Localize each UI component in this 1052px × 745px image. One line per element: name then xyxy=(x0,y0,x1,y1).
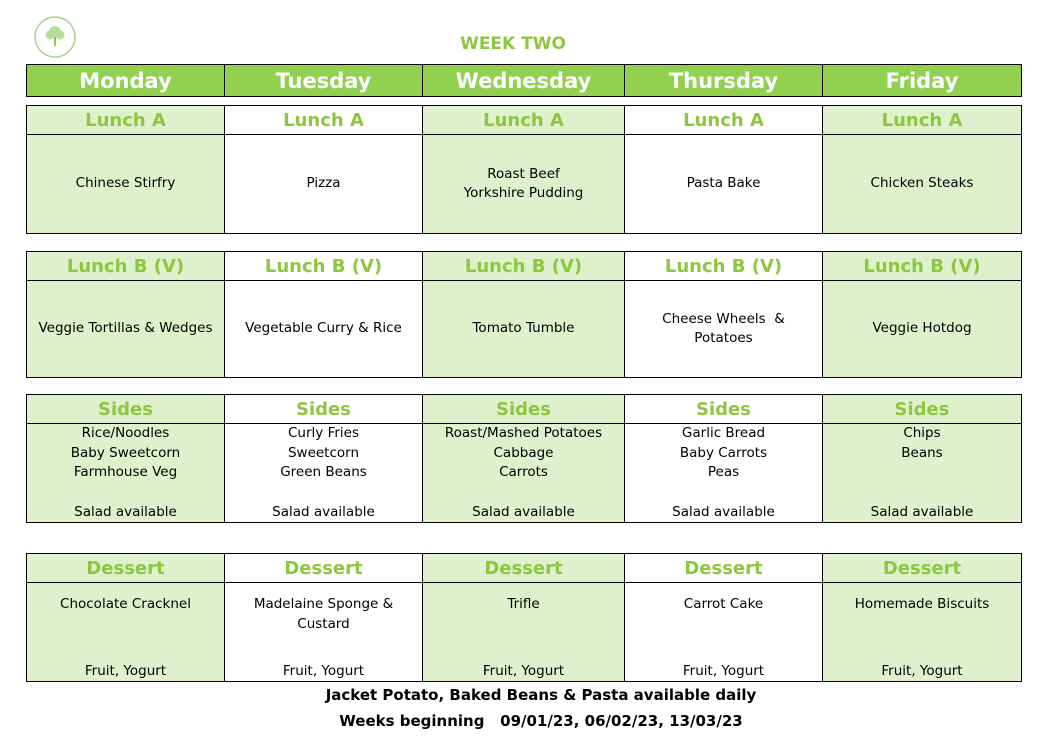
lunch-b-heading: Lunch B (V) xyxy=(625,252,823,281)
sides-heading: Sides xyxy=(823,395,1022,424)
fruit-note: Fruit, Yogurt xyxy=(84,662,167,679)
lunch-a-table xyxy=(26,105,1022,234)
lunch-b-tuesday: Vegetable Curry & Rice xyxy=(225,281,423,378)
day-friday: Friday xyxy=(823,65,1022,97)
salad-note: Salad available xyxy=(870,503,974,520)
lunch-a-heading: Lunch A xyxy=(225,106,423,135)
lunch-a-wednesday: Roast Beef Yorkshire Pudding xyxy=(423,135,625,234)
dessert-table xyxy=(26,553,1022,682)
dessert-heading: Dessert xyxy=(823,554,1022,583)
sides-tuesday: Curly Fries Sweetcorn Green Beans Salad available xyxy=(225,424,423,523)
lunch-a-heading: Lunch A xyxy=(625,106,823,135)
lunch-b-monday: Veggie Tortillas & Wedges xyxy=(27,281,225,378)
footer-daily-note: Jacket Potato, Baked Beans & Pasta available daily xyxy=(325,686,757,704)
day-tuesday: Tuesday xyxy=(225,65,423,97)
dessert-tuesday: Madelaine Sponge & Custard Fruit, Yogurt xyxy=(225,583,423,682)
lunch-b-heading: Lunch B (V) xyxy=(27,252,225,281)
sides-heading: Sides xyxy=(625,395,823,424)
day-monday: Monday xyxy=(27,65,225,97)
sides-table xyxy=(26,394,1022,523)
sides-heading: Sides xyxy=(423,395,625,424)
dessert-heading: Dessert xyxy=(625,554,823,583)
lunch-b-thursday: Cheese Wheels & Potatoes xyxy=(625,281,823,378)
salad-note: Salad available xyxy=(74,503,177,520)
days-header xyxy=(26,64,1022,97)
dessert-heading: Dessert xyxy=(423,554,625,583)
lunch-a-heading: Lunch A xyxy=(27,106,225,135)
sides-friday: Chips Beans Salad available xyxy=(823,424,1022,523)
fruit-note: Fruit, Yogurt xyxy=(282,662,365,679)
lunch-b-friday: Veggie Hotdog xyxy=(823,281,1022,378)
salad-note: Salad available xyxy=(472,503,575,520)
lunch-b-heading: Lunch B (V) xyxy=(225,252,423,281)
fruit-note: Fruit, Yogurt xyxy=(682,662,765,679)
sides-wednesday: Roast/Mashed Potatoes Cabbage Carrots Salad available xyxy=(423,424,625,523)
dessert-thursday: Carrot Cake Fruit, Yogurt xyxy=(625,583,823,682)
sides-monday: Rice/Noodles Baby Sweetcorn Farmhouse Veg Salad available xyxy=(27,424,225,523)
lunch-a-heading: Lunch A xyxy=(823,106,1022,135)
lunch-b-table xyxy=(26,251,1022,378)
day-wednesday: Wednesday xyxy=(423,65,625,97)
day-thursday: Thursday xyxy=(625,65,823,97)
page-title: WEEK TWO xyxy=(460,34,566,54)
lunch-a-friday: Chicken Steaks xyxy=(823,135,1022,234)
footer-weeks-beginning: Weeks beginning 09/01/23, 06/02/23, 13/03/23 xyxy=(339,712,743,730)
dessert-heading: Dessert xyxy=(27,554,225,583)
dessert-heading: Dessert xyxy=(225,554,423,583)
salad-note: Salad available xyxy=(272,503,375,520)
lunch-b-heading: Lunch B (V) xyxy=(423,252,625,281)
lunch-b-wednesday: Tomato Tumble xyxy=(423,281,625,378)
sides-thursday: Garlic Bread Baby Carrots Peas Salad available xyxy=(625,424,823,523)
lunch-b-heading: Lunch B (V) xyxy=(823,252,1022,281)
dessert-monday: Chocolate Cracknel Fruit, Yogurt xyxy=(27,583,225,682)
lunch-a-tuesday: Pizza xyxy=(225,135,423,234)
fruit-note: Fruit, Yogurt xyxy=(881,662,963,679)
lunch-a-monday: Chinese Stirfry xyxy=(27,135,225,234)
lunch-a-heading: Lunch A xyxy=(423,106,625,135)
dessert-wednesday: Trifle Fruit, Yogurt xyxy=(423,583,625,682)
sides-heading: Sides xyxy=(27,395,225,424)
lunch-a-thursday: Pasta Bake xyxy=(625,135,823,234)
fruit-note: Fruit, Yogurt xyxy=(482,662,565,679)
sides-heading: Sides xyxy=(225,395,423,424)
dessert-friday: Homemade Biscuits Fruit, Yogurt xyxy=(823,583,1022,682)
salad-note: Salad available xyxy=(672,503,775,520)
